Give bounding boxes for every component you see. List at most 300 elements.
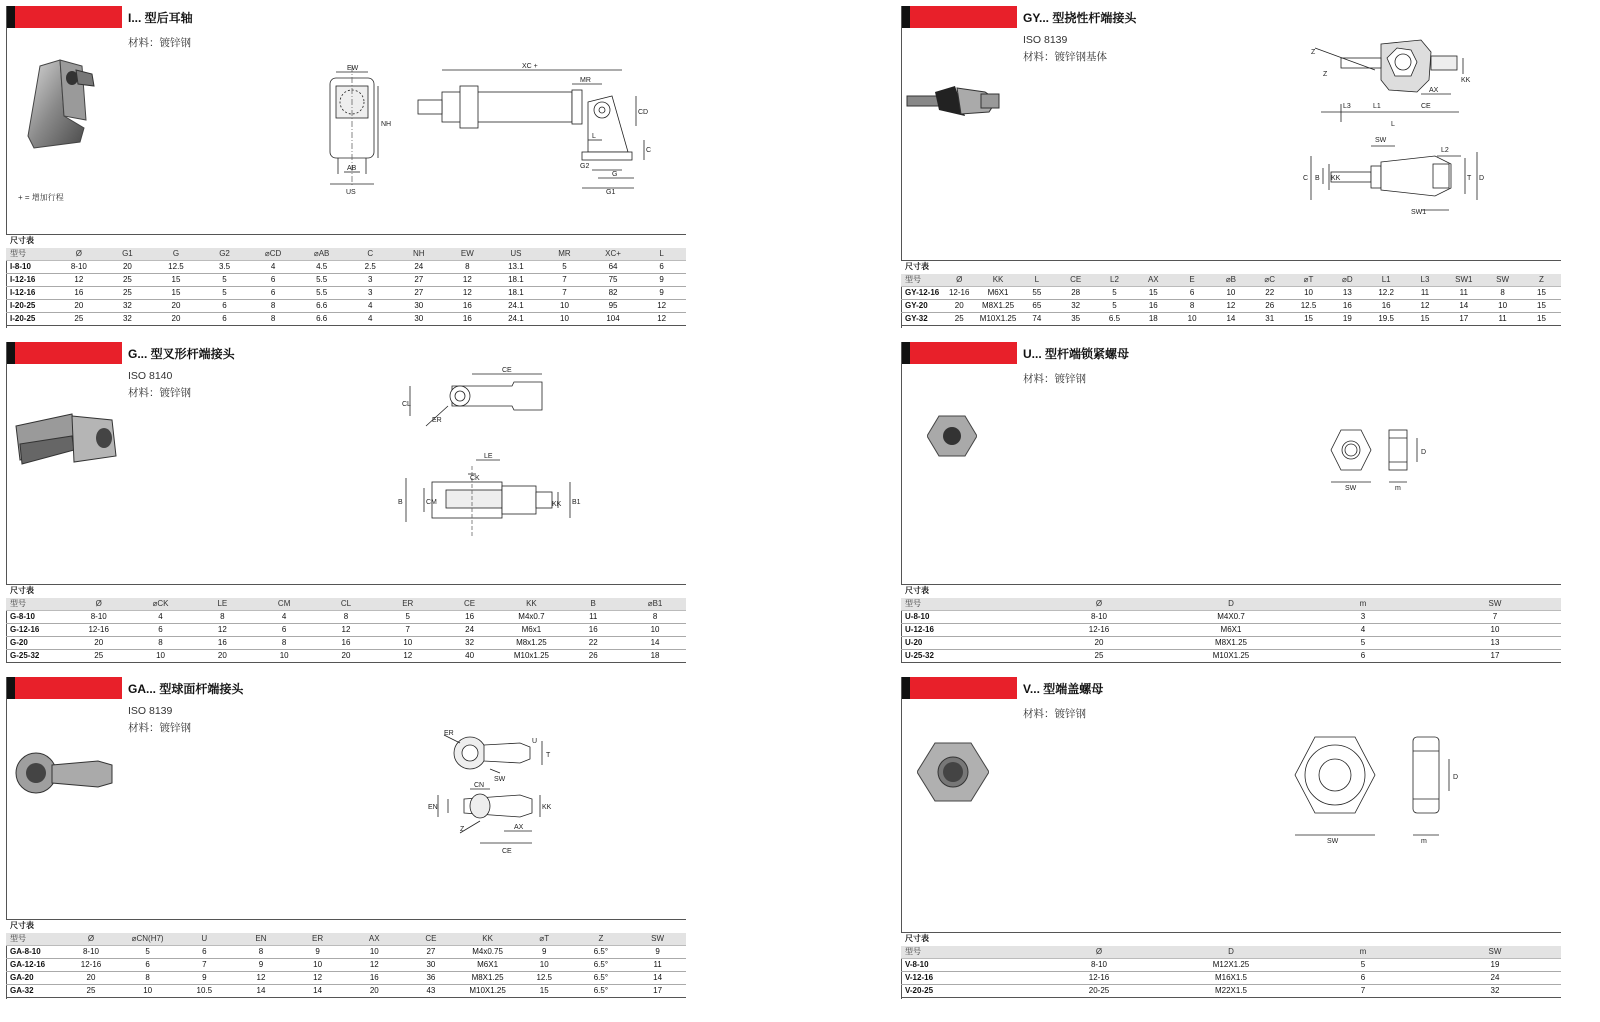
column-header: SW xyxy=(629,933,686,946)
column-header: CE xyxy=(439,598,501,611)
table-cell: 10 xyxy=(1429,624,1561,637)
model-cell: GA-12-16 xyxy=(6,959,63,972)
table-cell: M8X1.25 xyxy=(979,300,1018,313)
table-cell: 10 xyxy=(289,959,346,972)
dim-label: D xyxy=(1421,449,1427,456)
table-cell: 9 xyxy=(637,274,686,287)
table-cell: 12 xyxy=(315,624,377,637)
table-cell: 4 xyxy=(346,300,395,313)
table-cell: 15 xyxy=(1522,287,1561,300)
table-cell: 18.1 xyxy=(492,274,541,287)
table-row xyxy=(901,637,1561,650)
table-row xyxy=(6,300,686,313)
section-g xyxy=(6,342,686,662)
table-row xyxy=(901,313,1561,326)
table-cell: 15 xyxy=(1406,313,1445,326)
section-i xyxy=(6,6,686,328)
table-cell: 12-16 xyxy=(1033,972,1165,985)
table-cell: M6X1 xyxy=(979,287,1018,300)
column-header: L3 xyxy=(1406,274,1445,287)
table-cell: 14 xyxy=(624,637,686,650)
table-caption-row xyxy=(6,235,686,248)
dim-label: m xyxy=(1421,838,1427,845)
column-header: L2 xyxy=(1095,274,1134,287)
dim-label: C xyxy=(646,147,652,154)
model-cell: U-20 xyxy=(901,637,1033,650)
table-cell: 6 xyxy=(249,274,298,287)
table-cell: 7 xyxy=(1429,611,1561,624)
table-cell: 32 xyxy=(1056,300,1095,313)
table-row xyxy=(901,972,1561,985)
table-row xyxy=(6,611,686,624)
table-cell: 32 xyxy=(439,637,501,650)
column-header: KK xyxy=(459,933,516,946)
section-color-bar xyxy=(6,677,122,699)
section-title: I... 型后耳轴 xyxy=(128,11,193,25)
column-header: 型号 xyxy=(901,598,1033,611)
dim-label: CK xyxy=(470,475,480,482)
table-cell: 12 xyxy=(346,959,403,972)
table-cell: M4X0.7 xyxy=(1165,611,1297,624)
section-color-bar xyxy=(6,342,122,364)
table-cell: 11 xyxy=(1406,287,1445,300)
column-header: ⌀T xyxy=(516,933,573,946)
table-cell: 19 xyxy=(1328,313,1367,326)
table-cell: 12 xyxy=(191,624,253,637)
column-header: 型号 xyxy=(6,933,63,946)
table-row xyxy=(6,261,686,274)
table-cell: 3.5 xyxy=(200,261,249,274)
table-cell: M6x1 xyxy=(501,624,563,637)
table-cell: 12 xyxy=(637,313,686,326)
table-header-row xyxy=(6,248,686,261)
table-cell: 40 xyxy=(439,650,501,663)
table-cell: 24 xyxy=(395,261,444,274)
table-cell: 8-10 xyxy=(63,946,120,959)
table-cell: 6 xyxy=(1173,287,1212,300)
table-cell: 16 xyxy=(439,611,501,624)
column-header: B xyxy=(562,598,624,611)
table-cell: 8 xyxy=(1173,300,1212,313)
dim-label: CE xyxy=(502,367,512,374)
table-cell: 6 xyxy=(176,946,233,959)
table-cell: 36 xyxy=(403,972,460,985)
dim-label: US xyxy=(346,189,356,196)
column-header: Z xyxy=(573,933,630,946)
dim-label: B xyxy=(398,499,403,506)
section-color-bar xyxy=(901,6,1017,28)
table-cell: M16X1.5 xyxy=(1165,972,1297,985)
model-cell: I-20-25 xyxy=(6,300,55,313)
table-header-row xyxy=(901,946,1561,959)
column-header: E xyxy=(1173,274,1212,287)
table-cell: 12.5 xyxy=(516,972,573,985)
table-row xyxy=(901,300,1561,313)
column-header: AX xyxy=(346,933,403,946)
table-cell: 6.5 xyxy=(1095,313,1134,326)
column-header: CM xyxy=(253,598,315,611)
column-header: Ø xyxy=(940,274,979,287)
table-cell: 7 xyxy=(540,274,589,287)
flexible-rod-end-drawing xyxy=(1301,34,1501,224)
table-cell: 15 xyxy=(152,274,201,287)
table-cell: 8 xyxy=(191,611,253,624)
table-caption: 尺寸表 xyxy=(6,585,686,598)
column-header: L xyxy=(1017,274,1056,287)
table-cell: M8X1.25 xyxy=(459,972,516,985)
table-cell: 10 xyxy=(346,946,403,959)
rear-clevis-photo xyxy=(20,56,110,156)
table-cell: 11 xyxy=(562,611,624,624)
table-cell: 6 xyxy=(253,624,315,637)
table-cell: 25 xyxy=(68,650,130,663)
table-cell: 10 xyxy=(516,959,573,972)
model-cell: I-12-16 xyxy=(6,287,55,300)
dim-label: KK xyxy=(552,501,562,508)
table-cell: 25 xyxy=(55,313,104,326)
table-cell: 65 xyxy=(1017,300,1056,313)
table-cell: 8 xyxy=(233,946,290,959)
section-gy xyxy=(901,6,1581,328)
dim-label: L3 xyxy=(1343,103,1351,110)
table-cell: 14 xyxy=(629,972,686,985)
model-cell: GY-20 xyxy=(901,300,940,313)
table-cell: M10X1.25 xyxy=(1165,650,1297,663)
table-cell: 55 xyxy=(1017,287,1056,300)
dim-label: KK xyxy=(1461,77,1471,84)
table-cell: 16 xyxy=(1134,300,1173,313)
table-cell: 4 xyxy=(346,313,395,326)
dim-label: CE xyxy=(1421,103,1431,110)
table-cell: 12-16 xyxy=(940,287,979,300)
table-cell: 7 xyxy=(540,287,589,300)
table-cell: 16 xyxy=(1367,300,1406,313)
table-cell: 43 xyxy=(403,985,460,998)
table-cell: 15 xyxy=(1522,300,1561,313)
table-cell: 5.5 xyxy=(297,274,346,287)
table-cell: 25 xyxy=(63,985,120,998)
table-cell: 14 xyxy=(1444,300,1483,313)
column-header: ⌀AB xyxy=(297,248,346,261)
dim-label: SW xyxy=(1327,838,1339,845)
table-cell: 13.1 xyxy=(492,261,541,274)
table-cell: 17 xyxy=(629,985,686,998)
table-cell: 6.5° xyxy=(573,985,630,998)
section-title: GA... 型球面杆端接头 xyxy=(128,682,244,696)
dim-label: SW xyxy=(1345,485,1357,492)
dim-label: CD xyxy=(638,109,649,116)
table-cell: 24 xyxy=(439,624,501,637)
column-header: U xyxy=(176,933,233,946)
column-header: SW xyxy=(1483,274,1522,287)
table-cell: 16 xyxy=(346,972,403,985)
dimension-table xyxy=(901,260,1561,326)
table-cell: 75 xyxy=(589,274,638,287)
dim-label: Z xyxy=(1323,71,1328,78)
table-cell: 10 xyxy=(624,624,686,637)
table-cell: 16 xyxy=(1328,300,1367,313)
column-header: ⌀C xyxy=(1250,274,1289,287)
table-cell: 6 xyxy=(200,300,249,313)
table-cell: 30 xyxy=(395,300,444,313)
table-cell: 25 xyxy=(103,274,152,287)
table-cell: 12.5 xyxy=(152,261,201,274)
table-cell: 3 xyxy=(346,287,395,300)
table-cell: 12 xyxy=(443,274,492,287)
column-header: Ø xyxy=(55,248,104,261)
dim-label: T xyxy=(546,752,551,759)
table-cell: 10 xyxy=(540,313,589,326)
section-u xyxy=(901,342,1581,662)
cap-nut-photo xyxy=(917,741,989,803)
column-header: G2 xyxy=(200,248,249,261)
table-cell: 11 xyxy=(1444,287,1483,300)
table-caption-row xyxy=(6,920,686,933)
table-cell: 10 xyxy=(253,650,315,663)
table-caption: 尺寸表 xyxy=(901,261,1561,274)
dim-label: ER xyxy=(444,730,454,737)
dim-label: ER xyxy=(432,417,442,424)
table-cell: 22 xyxy=(562,637,624,650)
model-cell: U-12-16 xyxy=(901,624,1033,637)
table-row xyxy=(901,985,1561,998)
column-header: SW xyxy=(1429,598,1561,611)
section-title: V... 型端盖螺母 xyxy=(1023,682,1104,696)
column-header: AX xyxy=(1134,274,1173,287)
table-cell: 10 xyxy=(130,650,192,663)
section-title: GY... 型挠性杆端接头 xyxy=(1023,11,1137,25)
table-cell: 32 xyxy=(103,313,152,326)
stroke-note: + = 增加行程 xyxy=(18,193,64,202)
table-cell: 3 xyxy=(1297,611,1429,624)
table-cell: 6.5° xyxy=(573,959,630,972)
table-cell: 20 xyxy=(940,300,979,313)
table-cell: 15 xyxy=(1289,313,1328,326)
table-cell: 8-10 xyxy=(1033,611,1165,624)
table-row xyxy=(6,972,686,985)
column-header: ER xyxy=(289,933,346,946)
model-cell: G-12-16 xyxy=(6,624,68,637)
table-cell: 8 xyxy=(249,313,298,326)
dim-label: Z xyxy=(460,826,465,833)
table-cell: 35 xyxy=(1056,313,1095,326)
table-cell: 5.5 xyxy=(297,287,346,300)
table-cell: M8X1.25 xyxy=(1165,637,1297,650)
table-cell: 6 xyxy=(637,261,686,274)
table-cell: M22X1.5 xyxy=(1165,985,1297,998)
rear-clevis-drawing xyxy=(322,56,672,196)
table-cell: 20-25 xyxy=(1033,985,1165,998)
table-cell: 9 xyxy=(629,946,686,959)
table-cell: 8-10 xyxy=(68,611,130,624)
table-cell: 10 xyxy=(1289,287,1328,300)
model-cell: GY-32 xyxy=(901,313,940,326)
dim-label: CL xyxy=(402,401,411,408)
table-cell: 10 xyxy=(1212,287,1251,300)
table-cell: 27 xyxy=(395,287,444,300)
table-cell: 16 xyxy=(191,637,253,650)
ball-rod-end-photo xyxy=(12,749,116,799)
table-cell: 25 xyxy=(940,313,979,326)
table-cell: 5 xyxy=(1095,300,1134,313)
dim-label: CM xyxy=(426,499,437,506)
model-cell: I-12-16 xyxy=(6,274,55,287)
table-caption: 尺寸表 xyxy=(901,585,1561,598)
table-cell: 104 xyxy=(589,313,638,326)
column-header: D xyxy=(1165,946,1297,959)
table-cell: 4.5 xyxy=(297,261,346,274)
table-cell: M4x0.7 xyxy=(501,611,563,624)
column-header: ⌀D xyxy=(1328,274,1367,287)
table-cell: 18.1 xyxy=(492,287,541,300)
table-row xyxy=(901,624,1561,637)
table-cell: 8 xyxy=(624,611,686,624)
table-cell: 10 xyxy=(119,985,176,998)
table-cell: M10x1.25 xyxy=(501,650,563,663)
table-row xyxy=(6,650,686,663)
model-cell: G-25-32 xyxy=(6,650,68,663)
table-cell: 9 xyxy=(516,946,573,959)
dim-label: D xyxy=(1453,774,1459,781)
table-cell: 25 xyxy=(1033,650,1165,663)
material-text: 材料：镀锌钢 xyxy=(128,387,191,399)
table-cell: 16 xyxy=(443,300,492,313)
table-cell: 5 xyxy=(540,261,589,274)
table-cell: 5 xyxy=(1297,959,1429,972)
table-cell: 10 xyxy=(1483,300,1522,313)
table-cell: 17 xyxy=(1429,650,1561,663)
dim-label: SW xyxy=(494,776,506,783)
table-cell: 13 xyxy=(1328,287,1367,300)
column-header: Ø xyxy=(1033,598,1165,611)
model-cell: GY-12-16 xyxy=(901,287,940,300)
table-cell: 11 xyxy=(629,959,686,972)
table-cell: 27 xyxy=(403,946,460,959)
table-cell: M8x1.25 xyxy=(501,637,563,650)
dim-label: L1 xyxy=(1373,103,1381,110)
column-header: G xyxy=(152,248,201,261)
dim-label: MR xyxy=(580,77,591,84)
table-cell: M12X1.25 xyxy=(1165,959,1297,972)
dim-label: L xyxy=(1391,121,1395,128)
dim-label: KK xyxy=(1331,175,1341,182)
model-cell: V-8-10 xyxy=(901,959,1033,972)
column-header: G1 xyxy=(103,248,152,261)
column-header: ⌀B xyxy=(1212,274,1251,287)
dimension-table xyxy=(6,919,686,998)
table-cell: M6X1 xyxy=(459,959,516,972)
model-cell: U-8-10 xyxy=(901,611,1033,624)
table-row xyxy=(6,624,686,637)
clevis-rod-end-drawing xyxy=(392,366,592,550)
column-header: EN xyxy=(233,933,290,946)
table-cell: 14 xyxy=(233,985,290,998)
column-header: Ø xyxy=(63,933,120,946)
table-row xyxy=(901,959,1561,972)
table-cell: 20 xyxy=(191,650,253,663)
table-cell: 18 xyxy=(624,650,686,663)
section-ga xyxy=(6,677,686,999)
table-caption: 尺寸表 xyxy=(6,235,686,248)
flexible-rod-end-photo xyxy=(905,78,1005,128)
table-cell: 12 xyxy=(443,287,492,300)
model-cell: GA-8-10 xyxy=(6,946,63,959)
column-header: KK xyxy=(501,598,563,611)
model-cell: GA-20 xyxy=(6,972,63,985)
table-cell: 3 xyxy=(346,274,395,287)
table-row xyxy=(6,274,686,287)
table-cell: 16 xyxy=(443,313,492,326)
column-header: SW xyxy=(1429,946,1561,959)
table-cell: 4 xyxy=(1297,624,1429,637)
table-cell: 10 xyxy=(377,637,439,650)
dim-label: U xyxy=(532,738,538,745)
table-cell: 7 xyxy=(377,624,439,637)
table-cell: 5 xyxy=(200,274,249,287)
table-cell: 15 xyxy=(1134,287,1173,300)
table-cell: 15 xyxy=(152,287,201,300)
column-header: ⌀T xyxy=(1289,274,1328,287)
column-header: CE xyxy=(1056,274,1095,287)
table-cell: 12-16 xyxy=(63,959,120,972)
column-header: CE xyxy=(403,933,460,946)
table-cell: 16 xyxy=(315,637,377,650)
table-cell: M10X1.25 xyxy=(459,985,516,998)
dim-label: C xyxy=(1303,175,1309,182)
dim-label: AB xyxy=(347,165,357,172)
column-header: CL xyxy=(315,598,377,611)
table-cell: 8 xyxy=(249,300,298,313)
dim-label: SW xyxy=(1375,137,1387,144)
column-header: Ø xyxy=(1033,946,1165,959)
table-cell: 7 xyxy=(176,959,233,972)
table-cell: 20 xyxy=(1033,637,1165,650)
column-header: D xyxy=(1165,598,1297,611)
column-header: 型号 xyxy=(6,598,68,611)
section-title: U... 型杆端锁紧螺母 xyxy=(1023,347,1130,361)
column-header: EW xyxy=(443,248,492,261)
dim-label: CN xyxy=(474,782,485,789)
table-row xyxy=(6,959,686,972)
dim-label: G2 xyxy=(580,163,590,170)
material-text: 材料：镀锌钢 xyxy=(128,722,191,734)
table-row xyxy=(901,611,1561,624)
table-cell: 9 xyxy=(637,287,686,300)
table-header-row xyxy=(901,274,1561,287)
column-header: US xyxy=(492,248,541,261)
column-header: ⌀CD xyxy=(249,248,298,261)
table-cell: 31 xyxy=(1250,313,1289,326)
table-row xyxy=(901,650,1561,663)
material-text: 材料：镀锌钢 xyxy=(1023,373,1086,385)
table-cell: 7 xyxy=(1297,985,1429,998)
lock-nut-photo xyxy=(927,414,977,458)
column-header: 型号 xyxy=(6,248,55,261)
column-header: ⌀B1 xyxy=(624,598,686,611)
column-header: m xyxy=(1297,598,1429,611)
section-color-bar xyxy=(901,677,1017,699)
table-cell: 5 xyxy=(200,287,249,300)
dim-label: AX xyxy=(514,824,524,831)
standard-text: ISO 8139 xyxy=(128,705,173,717)
table-cell: 24.1 xyxy=(492,300,541,313)
table-header-row xyxy=(6,598,686,611)
dim-label: T xyxy=(1467,175,1472,182)
table-cell: 12 xyxy=(637,300,686,313)
table-header-row xyxy=(901,598,1561,611)
table-cell: 27 xyxy=(395,274,444,287)
table-cell: 16 xyxy=(55,287,104,300)
